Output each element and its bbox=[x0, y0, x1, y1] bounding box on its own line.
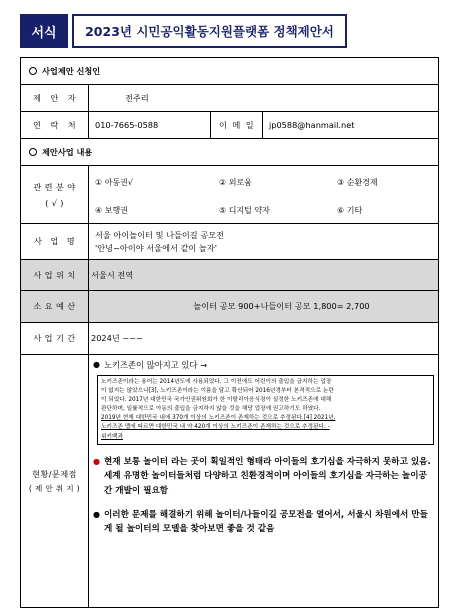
budget-label: 소 요 예 산 bbox=[21, 291, 89, 323]
reference-line: 2019년 현재 대한민국 내에 370개 이상의 노키즈존이 존재하는 것으로 추정된다.[4] 2021년, bbox=[101, 415, 336, 422]
field-option-child-rights[interactable]: ① 아동권√ bbox=[95, 178, 133, 187]
current-status-content bbox=[89, 355, 439, 608]
field-option-circular-economy[interactable]: ③ 순환경제 bbox=[337, 178, 378, 187]
reference-line: 노키즈존 맵에 따르면 대한민국 내 약 420개 이상의 노키즈존이 존재하는 것으로 추정된다. - bbox=[101, 424, 330, 431]
bullet-item: ● 노키즈존이 많아지고 있다 → bbox=[93, 360, 208, 370]
phone-label: 연 락 처 bbox=[21, 112, 89, 139]
project-name-label: 사 업 명 bbox=[21, 224, 89, 260]
section-applicant-header: 사업제안 신청인 bbox=[21, 58, 439, 85]
reference-line: 위키백과 bbox=[101, 433, 123, 440]
period-value: 2024년 ~~~ bbox=[89, 323, 439, 355]
section-project-header: 제안사업 내용 bbox=[21, 139, 439, 166]
field-option-other[interactable]: ⑥ 기타 bbox=[337, 206, 363, 215]
applicant-name-label: 제 안 자 bbox=[21, 85, 89, 112]
bullet-dot-icon: ● bbox=[93, 509, 100, 519]
reference-quote-box bbox=[97, 375, 434, 445]
field-option-loneliness[interactable]: ② 외로움 bbox=[219, 178, 252, 187]
solution-paragraph: ● 이러한 문제를 해결하기 위해 놀이터/나들이길 공모전을 열어서, 서울시 차원에서 만들게 될 놀이터의 모델을 찾아보면 좋을 것 같음 bbox=[93, 508, 434, 537]
circle-bullet-icon bbox=[29, 148, 37, 156]
field-options bbox=[89, 166, 439, 224]
proposal-form-table bbox=[20, 57, 439, 608]
location-value: 서울시 전역 bbox=[89, 260, 439, 291]
current-status-label: 현황/문제점 ( 제 안 취 지 ) bbox=[21, 355, 89, 608]
field-option-digital-vulnerable[interactable]: ⑤ 디지털 약자 bbox=[219, 206, 270, 215]
issue-paragraph: ● 현재 보통 놀이터 라는 곳이 획일적인 형태라 아이들의 호기심을 자극하지 못하고 있음. 세계 유명한 놀이터들처럼 다양하고 친환경적이며 아이들의 호기심을 자극하는 놀이공간 개발이 필요함 bbox=[93, 455, 434, 499]
applicant-name-value: 전주리 bbox=[89, 85, 439, 112]
email-value: jp0588@hanmail.net bbox=[263, 112, 439, 139]
location-label: 사 업 위 치 bbox=[21, 260, 89, 291]
project-name-value: 서울 아이놀이터 및 나들이길 공모전 '안녕~아이야 서울에서 같이 놀자' bbox=[89, 224, 439, 260]
field-label: 관 련 분 야 ( √ ) bbox=[21, 166, 89, 224]
reference-line: 판단하며, 일률적으로 아동의 출입을 금지하지 않을 것을 해당 업장에 권고하기도 하였다. bbox=[101, 406, 321, 413]
reference-line: 이 없지는 않았으나[3], 노키즈존이라는 이름을 달고 확산되어 2016년경부터 본격적으로 논란 bbox=[101, 387, 334, 394]
period-label: 사 업 기 간 bbox=[21, 323, 89, 355]
red-bullet-dot-icon: ● bbox=[93, 456, 100, 466]
form-header bbox=[20, 14, 347, 48]
budget-value: 놀이터 공모 900+나들이터 공모 1,800= 2,700 bbox=[89, 291, 439, 323]
phone-value: 010-7665-0588 bbox=[89, 112, 211, 139]
field-option-pedestrian-rights[interactable]: ④ 보행권 bbox=[95, 206, 128, 215]
reference-line: 이 되었다. 2017년 대한민국 국가인권위원회가 한 이탈리아음식점이 설정한 노키즈존에 대해 bbox=[101, 397, 332, 404]
email-label: 이 메 일 bbox=[211, 112, 263, 139]
form-title: 2023년 시민공익활동지원플랫폼 정책제안서 bbox=[72, 14, 347, 48]
circle-bullet-icon bbox=[29, 67, 37, 75]
reference-line: 노키즈존이라는 용어는 2014년도에 사용되었다. 그 이전에도 어린이의 출입을 금지하는 업장 bbox=[101, 378, 332, 385]
bullet-dot-icon: ● bbox=[93, 360, 100, 369]
form-tag: 서식 bbox=[20, 14, 68, 48]
